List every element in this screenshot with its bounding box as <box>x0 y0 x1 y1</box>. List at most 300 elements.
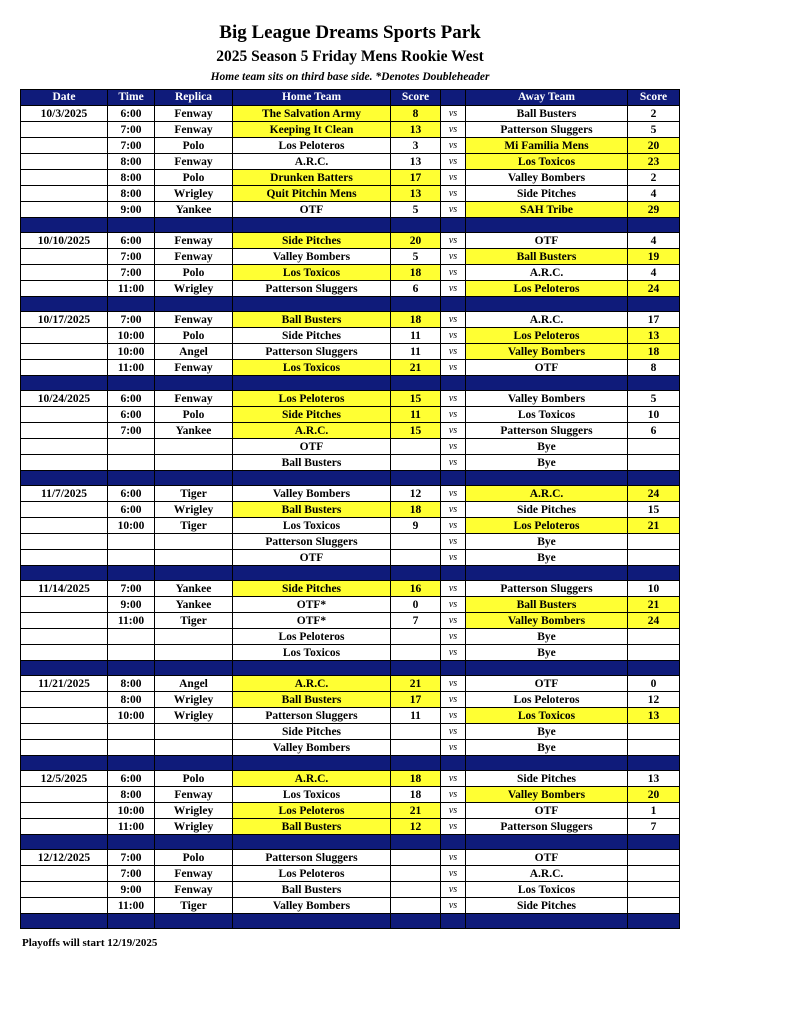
vs-label: vs <box>441 502 466 518</box>
separator-cell <box>21 661 108 676</box>
game-date <box>21 898 108 914</box>
away-team: Patterson Sluggers <box>466 423 628 439</box>
home-team: Patterson Sluggers <box>233 281 391 297</box>
game-row <box>21 819 680 835</box>
away-team: Bye <box>466 724 628 740</box>
game-replica: Wrigley <box>155 186 233 202</box>
separator-cell <box>233 914 391 929</box>
game-replica: Fenway <box>155 312 233 328</box>
separator-cell <box>233 218 391 233</box>
game-replica: Tiger <box>155 486 233 502</box>
home-score <box>391 898 441 914</box>
game-date: 12/12/2025 <box>21 850 108 866</box>
home-team: Keeping It Clean <box>233 122 391 138</box>
home-score <box>391 534 441 550</box>
home-team: Los Peloteros <box>233 391 391 407</box>
away-team: Los Peloteros <box>466 518 628 534</box>
game-time <box>108 439 155 455</box>
home-team: Side Pitches <box>233 581 391 597</box>
away-score: 24 <box>628 613 680 629</box>
game-replica: Polo <box>155 328 233 344</box>
separator-cell <box>441 376 466 391</box>
home-score: 11 <box>391 407 441 423</box>
home-score: 15 <box>391 391 441 407</box>
home-score: 13 <box>391 186 441 202</box>
game-date: 10/3/2025 <box>21 106 108 122</box>
vs-label: vs <box>441 819 466 835</box>
away-team: Side Pitches <box>466 502 628 518</box>
home-team: OTF <box>233 439 391 455</box>
home-score: 13 <box>391 154 441 170</box>
away-team: SAH Tribe <box>466 202 628 218</box>
column-header-away-score: Score <box>628 90 680 106</box>
home-team: Los Peloteros <box>233 629 391 645</box>
away-score <box>628 534 680 550</box>
game-row <box>21 138 680 154</box>
vs-label: vs <box>441 787 466 803</box>
game-row <box>21 265 680 281</box>
game-replica: Fenway <box>155 122 233 138</box>
home-team: A.R.C. <box>233 154 391 170</box>
game-replica: Polo <box>155 138 233 154</box>
away-score <box>628 866 680 882</box>
separator-cell <box>628 835 680 850</box>
game-time: 8:00 <box>108 154 155 170</box>
week-separator <box>21 566 680 581</box>
separator-cell <box>108 661 155 676</box>
week-separator <box>21 376 680 391</box>
away-team: Side Pitches <box>466 898 628 914</box>
home-team: Ball Busters <box>233 882 391 898</box>
vs-label: vs <box>441 455 466 471</box>
separator-cell <box>391 297 441 312</box>
home-team: Side Pitches <box>233 233 391 249</box>
home-score: 21 <box>391 803 441 819</box>
away-score: 10 <box>628 407 680 423</box>
game-row <box>21 202 680 218</box>
home-team: Los Peloteros <box>233 866 391 882</box>
game-time <box>108 550 155 566</box>
game-date <box>21 122 108 138</box>
game-date <box>21 328 108 344</box>
game-date <box>21 407 108 423</box>
away-score: 1 <box>628 803 680 819</box>
game-row <box>21 360 680 376</box>
vs-label: vs <box>441 676 466 692</box>
game-row <box>21 122 680 138</box>
game-replica: Tiger <box>155 518 233 534</box>
vs-label: vs <box>441 138 466 154</box>
home-score: 12 <box>391 819 441 835</box>
home-score: 18 <box>391 787 441 803</box>
home-score: 11 <box>391 328 441 344</box>
game-time: 6:00 <box>108 486 155 502</box>
home-team: The Salvation Army <box>233 106 391 122</box>
away-team: Bye <box>466 534 628 550</box>
away-score: 19 <box>628 249 680 265</box>
game-date <box>21 202 108 218</box>
table-header-row <box>21 90 680 106</box>
away-score <box>628 882 680 898</box>
separator-cell <box>441 297 466 312</box>
separator-cell <box>441 756 466 771</box>
separator-cell <box>155 914 233 929</box>
home-score <box>391 724 441 740</box>
away-score: 13 <box>628 771 680 787</box>
away-team: A.R.C. <box>466 866 628 882</box>
game-row <box>21 328 680 344</box>
away-team: Bye <box>466 629 628 645</box>
away-score: 24 <box>628 486 680 502</box>
home-score: 20 <box>391 233 441 249</box>
away-team: Los Toxicos <box>466 882 628 898</box>
home-score: 17 <box>391 692 441 708</box>
game-date <box>21 265 108 281</box>
vs-label: vs <box>441 360 466 376</box>
game-date <box>21 154 108 170</box>
away-team: Side Pitches <box>466 186 628 202</box>
game-date <box>21 455 108 471</box>
home-score: 5 <box>391 202 441 218</box>
game-replica: Fenway <box>155 154 233 170</box>
vs-label: vs <box>441 629 466 645</box>
away-team: Valley Bombers <box>466 344 628 360</box>
separator-cell <box>108 835 155 850</box>
vs-label: vs <box>441 312 466 328</box>
game-row <box>21 550 680 566</box>
separator-cell <box>391 218 441 233</box>
home-score: 8 <box>391 106 441 122</box>
separator-cell <box>108 566 155 581</box>
vs-label: vs <box>441 645 466 661</box>
home-score <box>391 550 441 566</box>
game-time <box>108 645 155 661</box>
away-score: 20 <box>628 787 680 803</box>
game-time: 9:00 <box>108 882 155 898</box>
separator-cell <box>21 471 108 486</box>
home-team: OTF <box>233 550 391 566</box>
vs-label: vs <box>441 597 466 613</box>
separator-cell <box>466 914 628 929</box>
game-replica: Fenway <box>155 882 233 898</box>
away-team: Los Peloteros <box>466 328 628 344</box>
game-row <box>21 882 680 898</box>
game-replica: Yankee <box>155 202 233 218</box>
separator-cell <box>391 661 441 676</box>
game-row <box>21 423 680 439</box>
separator-cell <box>155 835 233 850</box>
game-time: 8:00 <box>108 676 155 692</box>
away-score: 15 <box>628 502 680 518</box>
game-date <box>21 360 108 376</box>
home-score: 11 <box>391 708 441 724</box>
game-row <box>21 597 680 613</box>
home-score <box>391 740 441 756</box>
separator-cell <box>233 471 391 486</box>
game-time: 6:00 <box>108 106 155 122</box>
game-date <box>21 645 108 661</box>
vs-label: vs <box>441 692 466 708</box>
away-team: Los Toxicos <box>466 708 628 724</box>
away-team: Bye <box>466 439 628 455</box>
home-team: A.R.C. <box>233 771 391 787</box>
game-row <box>21 391 680 407</box>
column-header-vs <box>441 90 466 106</box>
game-time: 8:00 <box>108 170 155 186</box>
separator-cell <box>466 376 628 391</box>
away-score: 29 <box>628 202 680 218</box>
game-time: 10:00 <box>108 803 155 819</box>
separator-cell <box>466 835 628 850</box>
game-row <box>21 106 680 122</box>
game-time: 11:00 <box>108 819 155 835</box>
game-row <box>21 439 680 455</box>
away-score <box>628 550 680 566</box>
separator-cell <box>441 471 466 486</box>
game-replica: Fenway <box>155 106 233 122</box>
away-team: Valley Bombers <box>466 787 628 803</box>
vs-label: vs <box>441 122 466 138</box>
away-score: 20 <box>628 138 680 154</box>
game-replica: Tiger <box>155 613 233 629</box>
separator-cell <box>391 914 441 929</box>
game-time: 6:00 <box>108 407 155 423</box>
separator-cell <box>21 218 108 233</box>
game-time: 10:00 <box>108 518 155 534</box>
home-team: A.R.C. <box>233 423 391 439</box>
separator-cell <box>441 566 466 581</box>
away-score <box>628 645 680 661</box>
separator-cell <box>233 566 391 581</box>
away-score: 2 <box>628 106 680 122</box>
game-time: 10:00 <box>108 708 155 724</box>
game-date: 12/5/2025 <box>21 771 108 787</box>
game-date <box>21 803 108 819</box>
game-row <box>21 407 680 423</box>
separator-cell <box>391 566 441 581</box>
vs-label: vs <box>441 518 466 534</box>
home-team: Los Peloteros <box>233 138 391 154</box>
home-team: A.R.C. <box>233 676 391 692</box>
game-time: 7:00 <box>108 249 155 265</box>
game-time: 11:00 <box>108 613 155 629</box>
home-score: 18 <box>391 771 441 787</box>
vs-label: vs <box>441 154 466 170</box>
home-team: Los Toxicos <box>233 360 391 376</box>
away-score: 4 <box>628 233 680 249</box>
separator-cell <box>155 297 233 312</box>
home-team: Ball Busters <box>233 455 391 471</box>
game-date <box>21 518 108 534</box>
away-score <box>628 439 680 455</box>
game-replica: Yankee <box>155 581 233 597</box>
home-score: 9 <box>391 518 441 534</box>
separator-cell <box>628 471 680 486</box>
game-time: 9:00 <box>108 202 155 218</box>
separator-cell <box>391 756 441 771</box>
game-time: 7:00 <box>108 138 155 154</box>
vs-label: vs <box>441 771 466 787</box>
game-time: 11:00 <box>108 360 155 376</box>
separator-cell <box>628 218 680 233</box>
home-team: Side Pitches <box>233 407 391 423</box>
page-title: Big League Dreams Sports Park <box>219 22 481 43</box>
separator-cell <box>233 297 391 312</box>
away-score <box>628 724 680 740</box>
game-row <box>21 866 680 882</box>
game-time: 7:00 <box>108 265 155 281</box>
game-replica: Wrigley <box>155 502 233 518</box>
game-date <box>21 138 108 154</box>
game-time: 6:00 <box>108 233 155 249</box>
away-score: 10 <box>628 581 680 597</box>
separator-cell <box>108 471 155 486</box>
week-separator <box>21 471 680 486</box>
game-row <box>21 281 680 297</box>
away-team: A.R.C. <box>466 486 628 502</box>
game-date <box>21 882 108 898</box>
game-time: 6:00 <box>108 771 155 787</box>
separator-cell <box>21 914 108 929</box>
vs-label: vs <box>441 439 466 455</box>
away-score <box>628 455 680 471</box>
vs-label: vs <box>441 803 466 819</box>
game-row <box>21 740 680 756</box>
vs-label: vs <box>441 866 466 882</box>
game-replica: Polo <box>155 771 233 787</box>
home-score <box>391 455 441 471</box>
separator-cell <box>155 756 233 771</box>
game-date <box>21 550 108 566</box>
separator-cell <box>108 914 155 929</box>
home-score: 11 <box>391 344 441 360</box>
game-time <box>108 629 155 645</box>
separator-cell <box>628 914 680 929</box>
game-replica: Polo <box>155 265 233 281</box>
page-subtitle: 2025 Season 5 Friday Mens Rookie West <box>216 48 484 65</box>
column-header-replica: Replica <box>155 90 233 106</box>
game-date <box>21 249 108 265</box>
separator-cell <box>155 661 233 676</box>
away-team: Los Toxicos <box>466 407 628 423</box>
game-date <box>21 170 108 186</box>
week-separator <box>21 835 680 850</box>
game-date <box>21 819 108 835</box>
separator-cell <box>441 914 466 929</box>
game-time <box>108 455 155 471</box>
away-score: 8 <box>628 360 680 376</box>
separator-cell <box>466 566 628 581</box>
separator-cell <box>233 756 391 771</box>
column-header-date: Date <box>21 90 108 106</box>
game-row <box>21 645 680 661</box>
game-time: 7:00 <box>108 423 155 439</box>
vs-label: vs <box>441 898 466 914</box>
game-date: 10/10/2025 <box>21 233 108 249</box>
separator-cell <box>108 218 155 233</box>
game-replica: Wrigley <box>155 692 233 708</box>
home-team: Valley Bombers <box>233 486 391 502</box>
away-score: 18 <box>628 344 680 360</box>
vs-label: vs <box>441 281 466 297</box>
game-time: 11:00 <box>108 281 155 297</box>
away-team: Bye <box>466 645 628 661</box>
home-score: 5 <box>391 249 441 265</box>
vs-label: vs <box>441 882 466 898</box>
away-team: Patterson Sluggers <box>466 581 628 597</box>
separator-cell <box>108 297 155 312</box>
away-team: OTF <box>466 676 628 692</box>
game-date <box>21 613 108 629</box>
game-time: 10:00 <box>108 328 155 344</box>
home-team: Patterson Sluggers <box>233 850 391 866</box>
away-score: 24 <box>628 281 680 297</box>
away-team: Bye <box>466 550 628 566</box>
game-date <box>21 866 108 882</box>
separator-cell <box>466 756 628 771</box>
away-score: 4 <box>628 265 680 281</box>
game-row <box>21 534 680 550</box>
away-team: Patterson Sluggers <box>466 819 628 835</box>
game-time: 11:00 <box>108 898 155 914</box>
game-time <box>108 724 155 740</box>
game-date: 11/21/2025 <box>21 676 108 692</box>
game-row <box>21 581 680 597</box>
game-time: 7:00 <box>108 581 155 597</box>
game-replica: Angel <box>155 344 233 360</box>
week-separator <box>21 218 680 233</box>
away-score: 13 <box>628 328 680 344</box>
separator-cell <box>466 218 628 233</box>
separator-cell <box>21 835 108 850</box>
separator-cell <box>628 756 680 771</box>
game-replica <box>155 439 233 455</box>
away-score: 0 <box>628 676 680 692</box>
game-date <box>21 344 108 360</box>
game-row <box>21 724 680 740</box>
game-row <box>21 787 680 803</box>
separator-cell <box>466 297 628 312</box>
home-score: 16 <box>391 581 441 597</box>
game-row <box>21 613 680 629</box>
column-header-home-score: Score <box>391 90 441 106</box>
home-team: OTF* <box>233 613 391 629</box>
vs-label: vs <box>441 106 466 122</box>
separator-cell <box>108 376 155 391</box>
away-score <box>628 740 680 756</box>
home-team: Side Pitches <box>233 724 391 740</box>
away-team: Ball Busters <box>466 249 628 265</box>
home-score: 15 <box>391 423 441 439</box>
game-replica <box>155 534 233 550</box>
game-date: 10/24/2025 <box>21 391 108 407</box>
away-team: Valley Bombers <box>466 170 628 186</box>
separator-cell <box>233 376 391 391</box>
game-replica: Fenway <box>155 249 233 265</box>
game-replica: Tiger <box>155 898 233 914</box>
game-replica: Yankee <box>155 423 233 439</box>
home-score <box>391 439 441 455</box>
home-team: Ball Busters <box>233 692 391 708</box>
column-header-time: Time <box>108 90 155 106</box>
home-score <box>391 850 441 866</box>
away-team: Ball Busters <box>466 106 628 122</box>
game-replica: Yankee <box>155 597 233 613</box>
away-team: OTF <box>466 233 628 249</box>
separator-cell <box>391 376 441 391</box>
vs-label: vs <box>441 170 466 186</box>
separator-cell <box>628 297 680 312</box>
